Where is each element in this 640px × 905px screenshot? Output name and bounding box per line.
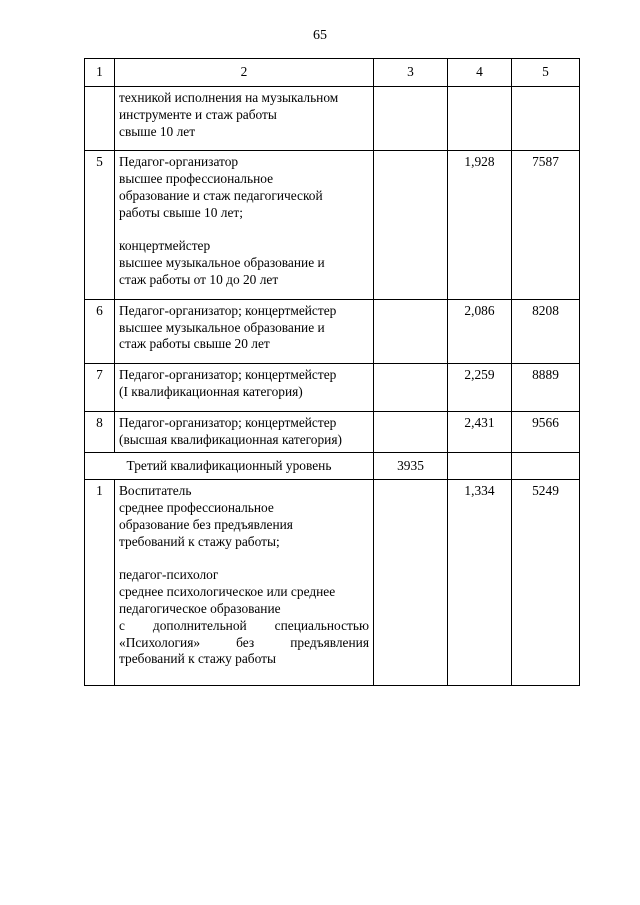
description-line: педагог-психолог bbox=[119, 567, 219, 583]
header-cell-4: 4 bbox=[448, 59, 512, 87]
level-col5 bbox=[512, 453, 580, 480]
row-salary: 9566 bbox=[512, 411, 580, 453]
header-cell-3: 3 bbox=[374, 59, 448, 87]
header-cell-5: 5 bbox=[512, 59, 580, 87]
row-col3-value bbox=[374, 151, 448, 299]
row-number: 7 bbox=[85, 364, 115, 412]
description-line-justified: с дополнительной специальностью bbox=[119, 617, 369, 633]
table-row bbox=[85, 87, 580, 151]
description-line: среднее профессиональное bbox=[119, 500, 274, 516]
level-base-salary: 3935 bbox=[374, 453, 448, 480]
description-line: высшее профессиональное bbox=[119, 171, 274, 187]
description-line: Педагог-организатор; концертмейстер bbox=[119, 302, 337, 318]
description-line: высшее музыкальное образование и bbox=[119, 319, 325, 335]
table-row bbox=[85, 480, 580, 686]
row-col3-value bbox=[374, 411, 448, 453]
qualification-table bbox=[84, 58, 580, 686]
description-line: стаж работы свыше 20 лет bbox=[119, 336, 270, 352]
row-coefficient: 1,928 bbox=[448, 151, 512, 299]
row-salary: 5249 bbox=[512, 480, 580, 686]
table-row bbox=[85, 364, 580, 412]
row-number: 6 bbox=[85, 299, 115, 363]
description-paragraph bbox=[119, 238, 369, 288]
description-line: образование и стаж педагогической bbox=[119, 187, 323, 203]
description-line: Педагог-организатор bbox=[119, 154, 239, 170]
description-line: Педагог-организатор; концертмейстер bbox=[119, 414, 337, 430]
description-line: образование без предъявления bbox=[119, 516, 293, 532]
description-line: техникой исполнения на музыкальном bbox=[119, 90, 339, 105]
description-line: инструменте и стаж работы bbox=[119, 106, 277, 122]
row-coefficient: 1,334 bbox=[448, 480, 512, 686]
description-paragraph bbox=[119, 90, 369, 140]
description-paragraph bbox=[119, 483, 369, 550]
level-col4 bbox=[448, 453, 512, 480]
description-line: высшее музыкальное образование и bbox=[119, 255, 325, 271]
description-line: концертмейстер bbox=[119, 238, 211, 254]
row-col3-value bbox=[374, 87, 448, 151]
qualification-level-row bbox=[85, 453, 580, 480]
description-paragraph bbox=[119, 567, 369, 668]
row-salary: 7587 bbox=[512, 151, 580, 299]
description-paragraph bbox=[119, 303, 369, 353]
row-coefficient: 2,086 bbox=[448, 299, 512, 363]
description-paragraph bbox=[119, 154, 369, 221]
header-cell-1: 1 bbox=[85, 59, 115, 87]
row-number: 1 bbox=[85, 480, 115, 686]
row-description bbox=[115, 151, 374, 299]
description-line: Педагог-организатор; концертмейстер bbox=[119, 367, 337, 383]
row-number: 8 bbox=[85, 411, 115, 453]
row-col3-value bbox=[374, 299, 448, 363]
description-line: (высшая квалификационная категория) bbox=[119, 431, 342, 447]
row-number bbox=[85, 87, 115, 151]
header-cell-2: 2 bbox=[115, 59, 374, 87]
description-line: педагогическое образование bbox=[119, 600, 281, 616]
row-col3-value bbox=[374, 364, 448, 412]
row-description bbox=[115, 364, 374, 412]
description-line: работы свыше 10 лет; bbox=[119, 204, 243, 220]
description-paragraph bbox=[119, 415, 369, 449]
table-header-row bbox=[85, 59, 580, 87]
description-paragraph bbox=[119, 367, 369, 401]
page-number: 65 bbox=[313, 28, 327, 43]
description-line: требований к стажу работы bbox=[119, 651, 276, 667]
description-line: свыше 10 лет bbox=[119, 123, 196, 139]
qualification-level-title: Третий квалификационный уровень bbox=[85, 453, 374, 480]
row-salary: 8208 bbox=[512, 299, 580, 363]
row-description bbox=[115, 480, 374, 686]
table-row bbox=[85, 299, 580, 363]
row-salary bbox=[512, 87, 580, 151]
row-salary: 8889 bbox=[512, 364, 580, 412]
table-row bbox=[85, 411, 580, 453]
description-line-justified: «Психология» без предъявления bbox=[119, 634, 369, 650]
description-line: среднее психологическое или среднее bbox=[119, 584, 336, 600]
row-col3-value bbox=[374, 480, 448, 686]
description-line: требований к стажу работы; bbox=[119, 533, 280, 549]
row-coefficient: 2,431 bbox=[448, 411, 512, 453]
row-coefficient: 2,259 bbox=[448, 364, 512, 412]
description-line: стаж работы от 10 до 20 лет bbox=[119, 271, 279, 287]
description-line: Воспитатель bbox=[119, 483, 192, 499]
row-number: 5 bbox=[85, 151, 115, 299]
row-description bbox=[115, 411, 374, 453]
row-coefficient bbox=[448, 87, 512, 151]
row-description bbox=[115, 299, 374, 363]
description-line: (I квалификационная категория) bbox=[119, 383, 303, 399]
row-description bbox=[115, 87, 374, 151]
table-row bbox=[85, 151, 580, 299]
